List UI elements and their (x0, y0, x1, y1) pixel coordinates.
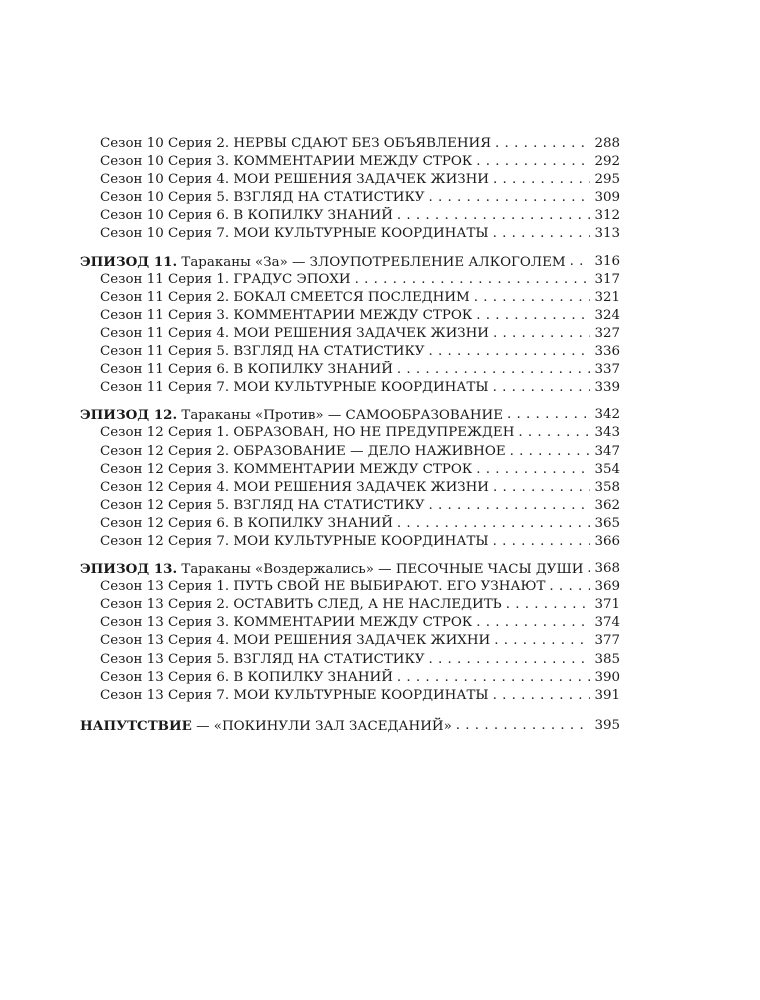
toc-entry-title (80, 307, 620, 325)
toc-entry-text: Сезон 13 Серия 6. В КОПИЛКУ ЗНАНИЙ (100, 669, 393, 685)
episode-block (80, 253, 620, 398)
toc-entry-text: Сезон 12 Серия 2. ОБРАЗОВАНИЕ — ДЕЛО НАЖИВНОЕ (100, 443, 506, 459)
toc-entry-title (80, 533, 620, 551)
page-number: 321 (590, 289, 620, 307)
toc-entry-text: Сезон 10 Серия 2. НЕРВЫ СДАЮТ БЕЗ ОБЪЯВЛЕНИЯ (100, 136, 492, 151)
toc-entry[interactable] (80, 225, 620, 243)
page-number: 342 (590, 406, 620, 424)
episode-heading[interactable] (80, 406, 620, 424)
page-number: 385 (590, 651, 620, 669)
closing-heading-text: — «ПОКИНУЛИ ЗАЛ ЗАСЕДАНИЙ» (191, 718, 452, 734)
page-number: 362 (590, 497, 620, 515)
toc-entry-title (80, 207, 620, 225)
toc-entry-text: Сезон 12 Серия 6. В КОПИЛКУ ЗНАНИЙ (100, 515, 393, 531)
episode-heading-title (80, 406, 620, 424)
page-number: 366 (590, 533, 620, 551)
episode-heading-text: Тараканы «За» — ЗЛОУПОТРЕБЛЕНИЕ АЛКОГОЛЕМ (177, 254, 566, 270)
toc-entry[interactable] (80, 687, 620, 705)
page-number: 295 (590, 171, 620, 189)
toc-entry-title (80, 497, 620, 515)
episode-heading-label: ЭПИЗОД 12. (80, 407, 178, 424)
toc-entry[interactable] (80, 307, 620, 325)
episode-heading-text: Тараканы «Против» — САМООБРАЗОВАНИЕ (177, 408, 504, 424)
toc-entry-text: Сезон 11 Серия 6. В КОПИЛКУ ЗНАНИЙ (100, 362, 393, 378)
toc-entry-text: Сезон 13 Серия 2. ОСТАВИТЬ СЛЕД, А НЕ НАСЛЕДИТЬ (100, 597, 502, 613)
toc-entry-text: Сезон 11 Серия 4. МОИ РЕШЕНИЯ ЗАДАЧЕК ЖИЗНИ (100, 325, 489, 341)
toc-entry[interactable] (80, 669, 620, 687)
page-number: 369 (590, 578, 620, 596)
toc-entry[interactable] (80, 497, 620, 515)
toc-entry[interactable] (80, 461, 620, 479)
page-number: 391 (590, 687, 620, 705)
toc-entry-text: Сезон 13 Серия 4. МОИ РЕШЕНИЯ ЗАДАЧЕК ЖИХНИ (100, 633, 491, 649)
toc-entry[interactable] (80, 379, 620, 397)
episode-block (80, 560, 620, 705)
toc-entry[interactable] (80, 443, 620, 461)
page-number: 324 (590, 307, 620, 325)
toc-entry-text: Сезон 10 Серия 4. МОИ РЕШЕНИЯ ЗАДАЧЕК ЖИЗНИ (100, 172, 489, 188)
toc-entry-title (80, 361, 620, 379)
toc-entry-title (80, 171, 620, 189)
page-number: 316 (590, 253, 620, 271)
toc-entry[interactable] (80, 651, 620, 669)
toc-entry-text: Сезон 13 Серия 1. ПУТЬ СВОЙ НЕ ВЫБИРАЮТ. ЕГО УЗНАЮТ (100, 579, 546, 595)
toc-entry-title (80, 424, 620, 442)
closing-heading-label: НАПУТСТВИЕ (80, 717, 192, 734)
toc-entry-title (80, 651, 620, 669)
toc-entry-text: Сезон 13 Серия 7. МОИ КУЛЬТУРНЫЕ КООРДИНАТЫ (100, 687, 489, 703)
episode-block (80, 135, 620, 244)
page-number: 317 (590, 271, 620, 289)
toc-entry-title (80, 614, 620, 632)
toc-entry-text: Сезон 11 Серия 5. ВЗГЛЯД НА СТАТИСТИКУ (100, 344, 425, 360)
toc-entry-title (80, 515, 620, 533)
toc-entry-title (80, 669, 620, 687)
toc-entry-text: Сезон 13 Серия 5. ВЗГЛЯД НА СТАТИСТИКУ (100, 651, 425, 667)
toc-entry-title (80, 596, 620, 614)
toc-entry[interactable] (80, 343, 620, 361)
toc-entry-text: Сезон 10 Серия 6. В КОПИЛКУ ЗНАНИЙ (100, 208, 393, 224)
toc-entry-text: Сезон 10 Серия 7. МОИ КУЛЬТУРНЫЕ КООРДИНАТЫ (100, 226, 489, 242)
toc-entry-title (80, 153, 620, 171)
page-number: 339 (590, 379, 620, 397)
page-number: 327 (590, 325, 620, 343)
toc-entry-text: Сезон 12 Серия 4. МОИ РЕШЕНИЯ ЗАДАЧЕК ЖИЗНИ (100, 479, 489, 495)
toc-entry-title (80, 443, 620, 461)
toc-entry[interactable] (80, 361, 620, 379)
page-number: 395 (590, 717, 620, 735)
toc-entry-title (80, 461, 620, 479)
page-number: 377 (590, 632, 620, 650)
toc-entry-title (80, 135, 620, 153)
toc-entry-title (80, 632, 620, 650)
page-number: 313 (590, 225, 620, 243)
page-number: 390 (590, 669, 620, 687)
toc-entry-title (80, 687, 620, 705)
toc-entry-text: Сезон 11 Серия 7. МОИ КУЛЬТУРНЫЕ КООРДИНАТЫ (100, 380, 489, 396)
episode-heading-label: ЭПИЗОД 13. (80, 561, 178, 578)
page-number: 343 (590, 424, 620, 442)
page-number: 288 (590, 135, 620, 153)
toc-entry-text: Сезон 12 Серия 7. МОИ КУЛЬТУРНЫЕ КООРДИНАТЫ (100, 533, 489, 549)
episode-heading-text: Тараканы «Воздержались» — ПЕСОЧНЫЕ ЧАСЫ ДУШИ (177, 562, 584, 578)
toc-entry-title (80, 479, 620, 497)
toc-entry[interactable] (80, 207, 620, 225)
page-number: 336 (590, 343, 620, 361)
toc-entry-text: Сезон 12 Серия 1. ОБРАЗОВАН, НО НЕ ПРЕДУПРЕЖДЕН (100, 425, 515, 441)
toc-entry[interactable] (80, 135, 620, 153)
toc-entry[interactable] (80, 632, 620, 650)
toc-entry[interactable] (80, 479, 620, 497)
toc-entry-title (80, 289, 620, 307)
toc-entry[interactable] (80, 153, 620, 171)
toc-entry-title (80, 578, 620, 596)
closing-heading-title (80, 717, 620, 735)
toc-entry[interactable] (80, 578, 620, 596)
toc-entry-text: Сезон 10 Серия 3. КОММЕНТАРИИ МЕЖДУ СТРОК (100, 154, 473, 170)
episode-block (80, 406, 620, 551)
episode-heading-label: ЭПИЗОД 11. (80, 253, 178, 270)
episode-heading-title (80, 253, 620, 271)
page-number: 365 (590, 515, 620, 533)
page-number: 374 (590, 614, 620, 632)
toc-entry-title (80, 325, 620, 343)
table-of-contents (80, 135, 620, 735)
toc-entry-text: Сезон 11 Серия 3. КОММЕНТАРИИ МЕЖДУ СТРОК (100, 307, 473, 323)
toc-entry[interactable] (80, 189, 620, 207)
toc-entry[interactable] (80, 533, 620, 551)
toc-entry-text: Сезон 11 Серия 2. БОКАЛ СМЕЕТСЯ ПОСЛЕДНИМ (100, 289, 470, 305)
toc-entry-text: Сезон 13 Серия 3. КОММЕНТАРИИ МЕЖДУ СТРОК (100, 615, 473, 631)
toc-entry-title (80, 189, 620, 207)
toc-entry-text: Сезон 11 Серия 1. ГРАДУС ЭПОХИ (100, 271, 351, 287)
page-number: 337 (590, 361, 620, 379)
toc-entry-text: Сезон 12 Серия 3. КОММЕНТАРИИ МЕЖДУ СТРОК (100, 461, 473, 477)
page-number: 347 (590, 443, 620, 461)
toc-entry-title (80, 225, 620, 243)
page-number: 354 (590, 461, 620, 479)
toc-entry-text: Сезон 12 Серия 5. ВЗГЛЯД НА СТАТИСТИКУ (100, 497, 425, 513)
episode-heading[interactable] (80, 560, 620, 578)
toc-entry[interactable] (80, 289, 620, 307)
toc-entry-title (80, 343, 620, 361)
episode-heading[interactable] (80, 253, 620, 271)
toc-entry-title (80, 379, 620, 397)
page-number: 371 (590, 596, 620, 614)
toc-entry[interactable] (80, 515, 620, 533)
toc-entry[interactable] (80, 171, 620, 189)
closing-heading[interactable] (80, 717, 620, 735)
page-number: 292 (590, 153, 620, 171)
page-number: 358 (590, 479, 620, 497)
toc-entry[interactable] (80, 596, 620, 614)
page-number: 309 (590, 189, 620, 207)
toc-entry[interactable] (80, 325, 620, 343)
toc-entry-text: Сезон 10 Серия 5. ВЗГЛЯД НА СТАТИСТИКУ (100, 190, 425, 206)
page-number: 368 (590, 560, 620, 578)
page-number: 312 (590, 207, 620, 225)
toc-entry[interactable] (80, 424, 620, 442)
toc-entry-title (80, 271, 620, 289)
toc-entry[interactable] (80, 271, 620, 289)
toc-entry[interactable] (80, 614, 620, 632)
episode-heading-title (80, 560, 620, 578)
